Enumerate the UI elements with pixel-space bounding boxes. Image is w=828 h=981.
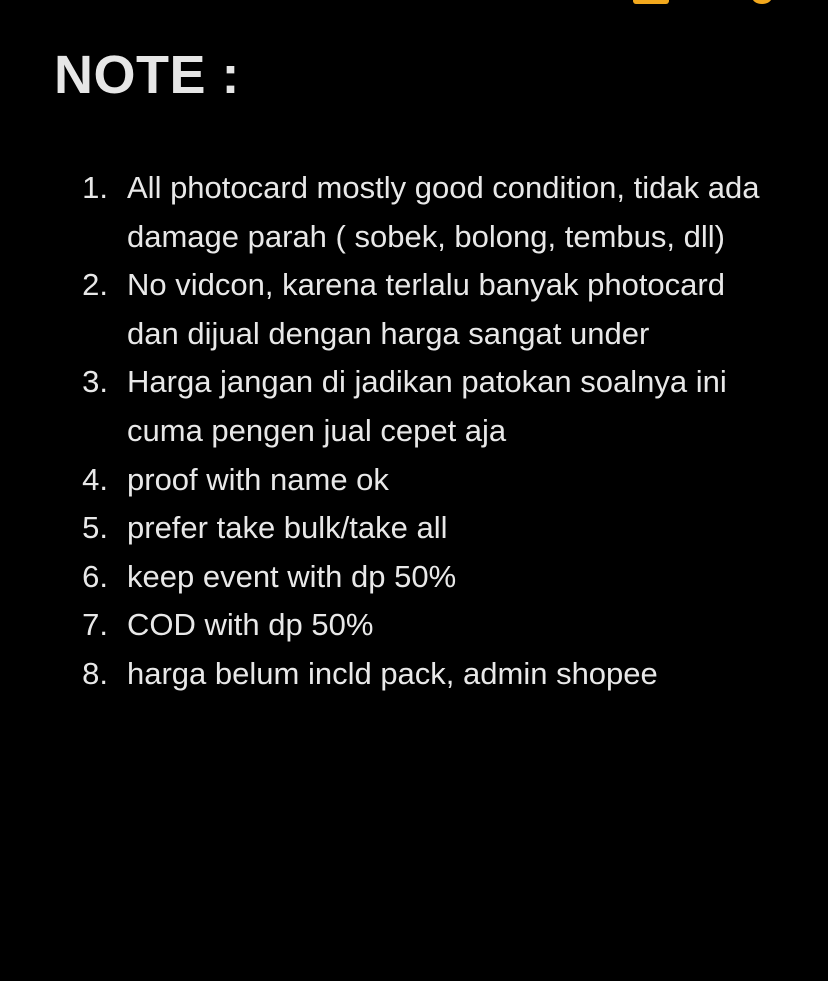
- status-dot-icon: [752, 0, 772, 4]
- list-item: [0, 456, 828, 505]
- list-item: [0, 601, 828, 650]
- list-item-text: No vidcon, karena terlalu banyak photocard dan dijual dengan harga sangat under: [127, 267, 725, 351]
- list-item-number: 2.: [82, 267, 108, 303]
- list-item-number: 3.: [82, 364, 108, 400]
- list-item-text: proof with name ok: [127, 461, 389, 497]
- list-item: [0, 504, 828, 553]
- list-item-text: harga belum incld pack, admin shopee: [127, 655, 658, 691]
- list-item-number: 6.: [82, 558, 108, 594]
- list-item-text: COD with dp 50%: [127, 607, 374, 643]
- list-item: [0, 650, 828, 699]
- list-item: [0, 164, 828, 261]
- list-item-text: Harga jangan di jadikan patokan soalnya ini cuma pengen jual cepet aja: [127, 364, 727, 448]
- status-bar-remnant: [0, 0, 828, 6]
- list-item-text: All photocard mostly good condition, tidak ada damage parah ( sobek, bolong, tembus, dll): [127, 170, 760, 254]
- list-item-number: 5.: [82, 510, 108, 546]
- list-item: [0, 358, 828, 455]
- list-item-number: 4.: [82, 461, 108, 497]
- list-item-text: prefer take bulk/take all: [127, 510, 448, 546]
- recording-indicator-icon: [633, 0, 669, 4]
- list-item-text: keep event with dp 50%: [127, 558, 457, 594]
- list-item-number: 7.: [82, 607, 108, 643]
- note-list: [0, 164, 828, 699]
- list-item-number: 1.: [82, 170, 108, 205]
- page-title: NOTE :: [54, 45, 240, 105]
- list-item: [0, 553, 828, 602]
- list-item: [0, 261, 828, 358]
- list-item-number: 8.: [82, 655, 108, 691]
